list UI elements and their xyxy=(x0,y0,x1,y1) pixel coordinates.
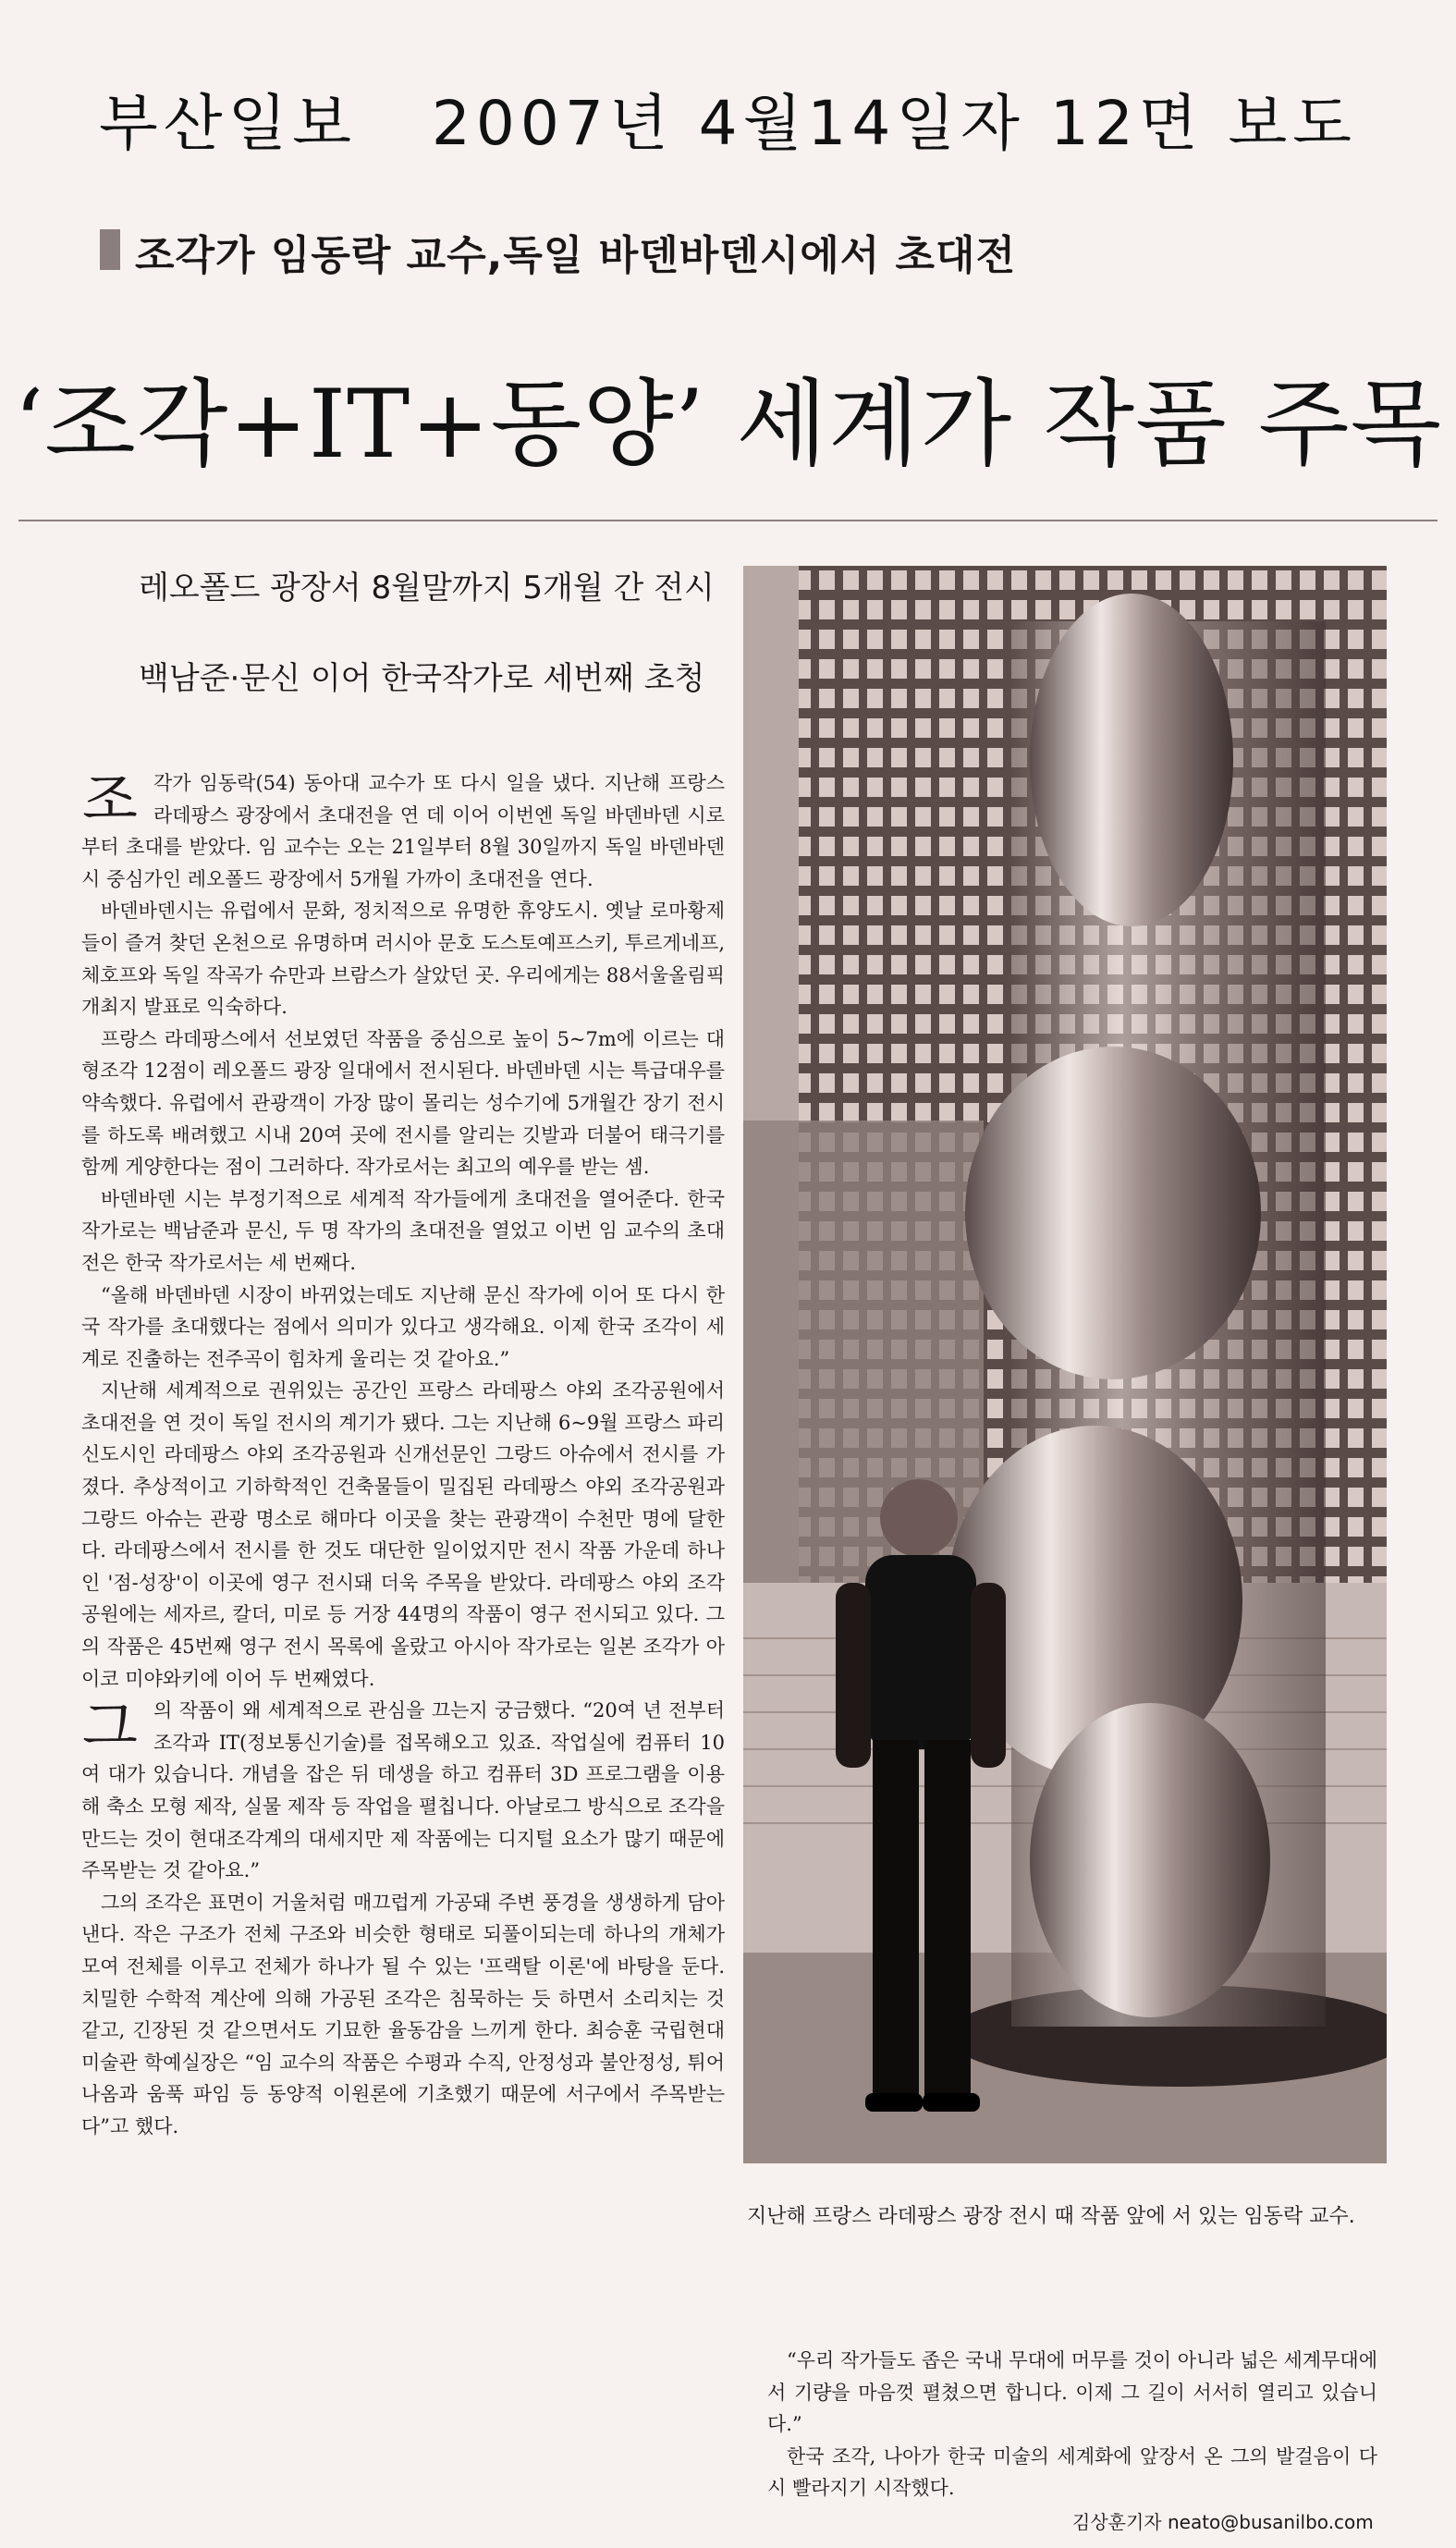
photo-caption: 지난해 프랑스 라데팡스 광장 전시 때 작품 앞에 서 있는 임동락 교수. xyxy=(747,2205,1355,2228)
kicker-bar xyxy=(100,229,120,270)
drop-cap: 그 xyxy=(82,1693,138,1761)
article-paragraph-8: 그의 조각은 표면이 거울처럼 매끄럽게 가공돼 주변 풍경을 생생하게 담아 낸다. 작은 구조가 전체 구조와 비슷한 형태로 되풀이되는데 하나의 개체가 모여 전체를 이루고 전체가 하나가 될 수 있는 '프랙탈 이론'에 바탕을 둔다. 치밀한 수학적 계산에 의해 가공된 조각은 침묵하는 듯 하면서 소리치는 것 같고, 긴장된 것 같으면서도 기묘한 율동감을 느끼게 한다. 최승훈 국립현대미술관 학예실장은 “임 교수의 작품은 수평과 수직, 안정성과 불안정성, 튀어나옴과 움푹 파임 등 동양적 이원론에 기초했기 때문에 서구에서 주목받는다”고 했다. xyxy=(81,1891,725,2138)
article-body xyxy=(81,767,725,2143)
sculpture-disc-1 xyxy=(1030,594,1233,926)
byline: 김상훈기자 neato@busanilbo.com xyxy=(1072,2511,1374,2533)
article-paragraph-6: 지난해 세계적으로 권위있는 공간인 프랑스 라데팡스 야외 조각공원에서 초대전을 연 것이 독일 전시의 계기가 됐다. 그는 지난해 6~9월 프랑스 파리 신도시인 라데팡스 야외 조각공원과 신개선문인 그랑드 아슈에서 전시를 가졌다. 추상적이고 기하학적인 건축물들이 밀집된 라데팡스 야외 조각공원과 그랑드 아슈는 관광 명소로 해마다 이곳을 찾는 관광객이 수천만 명에 달한다. 라데팡스에서 전시를 한 것도 대단한 일이었지만 전시 작품 가운데 하나인 '점-성장'이 이곳에 영구 전시돼 더욱 주목을 받았다. 라데팡스 야외 조각공원에는 세자르, 칼더, 미로 등 거장 44명의 작품이 영구 전시되고 있다. 그의 작품은 45번째 영구 전시 목록에 올랐고 아시아 작가로는 일본 조각가 아이코 미야와키에 이어 두 번째였다. xyxy=(81,1379,725,1690)
divider xyxy=(18,520,1438,521)
article-paragraph-3: 프랑스 라데팡스에서 선보였던 작품을 중심으로 높이 5~7m에 이르는 대형조각 12점이 레오폴드 광장 일대에서 전시된다. 바덴바덴 시는 특급대우를 약속했다. 유럽에서 관광객이 가장 많이 몰리는 성수기에 5개월간 장기 전시를 하도록 배려했고 시내 20여 곳에 전시를 알리는 깃발과 더불어 태극기를 함께 게양한다는 점이 그러하다. 작가로서는 최고의 예우를 받는 셈. xyxy=(81,1027,725,1179)
article-paragraph-2: 바덴바덴시는 유럽에서 문화, 정치적으로 유명한 휴양도시. 옛날 로마황제들이 즐겨 찾던 온천으로 유명하며 러시아 문호 도스토예프스키, 투르게네프, 체호프와 독일 작곡가 슈만과 브람스가 살았던 곳. 우리에게는 88서울올림픽 개최지 발표로 익숙하다. xyxy=(81,900,725,1019)
sculpture-disc-2 xyxy=(965,1047,1261,1379)
subheadline-1: 레오폴드 광장서 8월말까지 5개월 간 전시 xyxy=(139,570,715,606)
article-paragraph-4: 바덴바덴 시는 부정기적으로 세계적 작가들에게 초대전을 열어준다. 한국 작가로는 백남준과 문신, 두 명 작가의 초대전을 열었고 이번 임 교수의 초대전은 한국 작가로서는 세 번째다. xyxy=(81,1187,725,1274)
article-body-right xyxy=(767,2345,1377,2505)
sculpture-photo xyxy=(743,566,1387,2163)
article-paragraph-7: 그의 작품이 왜 세계적으로 관심을 끄는지 궁금했다. “20여 년 전부터 조각과 IT(정보통신기술)를 접목해오고 있죠. 작업실에 컴퓨터 10여 대가 있습니다. 개념을 잡은 뒤 데생을 하고 컴퓨터 3D 프로그램을 이용해 축소 모형 제작, 실물 제작 등 작업을 펼칩니다. 아날로그 방식으로 조각을 만드는 것이 현대조각계의 대세지만 제 작품에는 디지털 요소가 많기 때문에 주목받는 것 같아요.” xyxy=(81,1693,725,1882)
article-paragraph-1: 조각가 임동락(54) 동아대 교수가 또 다시 일을 냈다. 지난해 프랑스 라데팡스 광장에서 초대전을 연 데 이어 이번엔 독일 바덴바덴 시로부터 초대를 받았다. 임 교수는 오는 21일부터 8월 30일까지 독일 바덴바덴시 중심가인 레오폴드 광장에서 5개월 가까이 초대전을 연다. xyxy=(81,766,725,890)
drop-cap: 조 xyxy=(82,766,138,833)
article-paragraph-5: “올해 바덴바덴 시장이 바뀌었는데도 지난해 문신 작가에 이어 또 다시 한국 작가를 초대했다는 점에서 의미가 있다고 생각해요. 이제 한국 조각이 세계로 진출하는 전주곡이 힘차게 울리는 것 같아요.” xyxy=(81,1283,725,1370)
article-paragraph-9: “우리 작가들도 좁은 국내 무대에 머무를 것이 아니라 넓은 세계무대에서 기량을 마음껏 펼쳤으면 합니다. 이제 그 길이 서서히 열리고 있습니다.” xyxy=(767,2349,1377,2436)
headline: ‘조각+IT+동양’ 세계가 작품 주목 xyxy=(13,370,1443,480)
subheadline-2: 백남준·문신 이어 한국작가로 세번째 초청 xyxy=(139,660,705,697)
article-paragraph-10: 한국 조각, 나아가 한국 미술의 세계화에 앞장서 온 그의 발걸음이 다시 빨라지기 시작했다. xyxy=(767,2444,1377,2500)
masthead: 부산일보 2007년 4월14일자 12면 보도 xyxy=(98,88,1358,159)
sculpture-disc-4 xyxy=(1030,1703,1270,2017)
kicker: 조각가 임동락 교수,독일 바덴바덴시에서 초대전 xyxy=(135,232,1017,279)
